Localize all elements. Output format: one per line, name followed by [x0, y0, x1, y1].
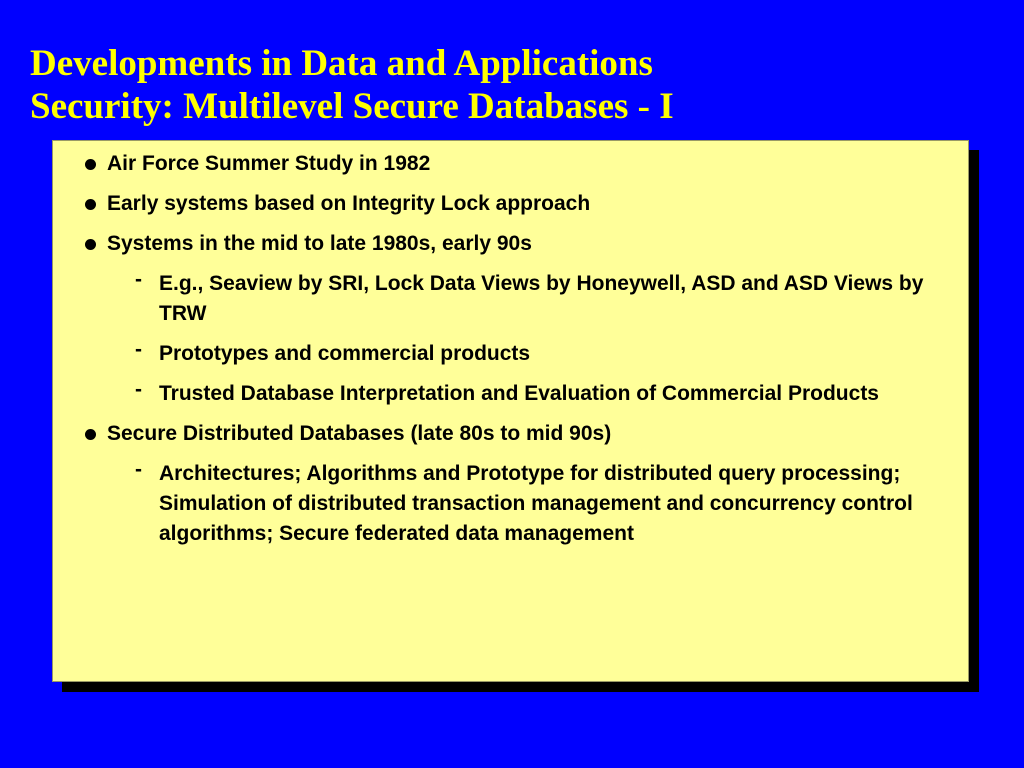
dash-icon: - [135, 338, 142, 361]
bullet-text: Early systems based on Integrity Lock approach [107, 192, 591, 215]
bullet-text: Secure Distributed Databases (late 80s to mid 90s) [107, 422, 612, 445]
slide-title [30, 42, 674, 128]
sub-bullet-text: Trusted Database Interpretation and Evaluation of Commercial Products [159, 382, 879, 405]
sub-bullet-list [107, 269, 943, 409]
bullet-text: Air Force Summer Study in 1982 [107, 152, 431, 175]
bullet-dot-icon [85, 239, 96, 250]
sub-bullet-item [133, 269, 924, 329]
sub-bullet-list [107, 459, 943, 549]
bullet-list [83, 149, 943, 559]
sub-bullet-text: Prototypes and commercial products [159, 342, 531, 365]
slide-title-line-2: Security: Multilevel Secure Databases - I [30, 86, 674, 127]
bullet-item [83, 149, 943, 179]
bullet-item [83, 419, 943, 549]
slide-title-line-1: Developments in Data and Applications [30, 43, 653, 84]
sub-bullet-item [133, 379, 924, 409]
dash-icon: - [135, 378, 142, 401]
bullet-dot-icon [85, 159, 96, 170]
bullet-item [83, 229, 943, 409]
sub-bullet-item [133, 339, 924, 369]
content-box [52, 140, 969, 682]
dash-icon: - [135, 458, 142, 481]
bullet-dot-icon [85, 429, 96, 440]
bullet-text: Systems in the mid to late 1980s, early 90s [107, 232, 532, 255]
sub-bullet-text: Architectures; Algorithms and Prototype for distributed query processing; Simulation of distributed transaction management and concurrency control algorithms; Secure federated data management [159, 462, 913, 545]
bullet-item [83, 189, 943, 219]
bullet-dot-icon [85, 199, 96, 210]
sub-bullet-item [133, 459, 924, 549]
dash-icon: - [135, 268, 142, 291]
sub-bullet-text: E.g., Seaview by SRI, Lock Data Views by Honeywell, ASD and ASD Views by TRW [159, 272, 924, 325]
